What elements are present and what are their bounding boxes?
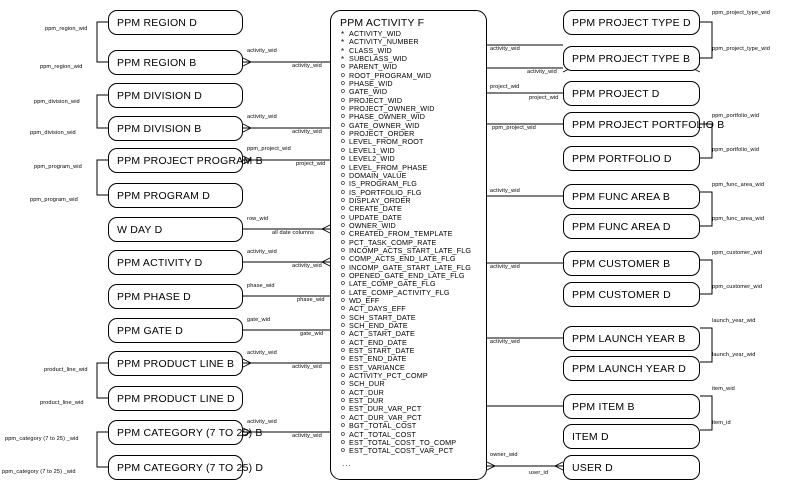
entity-w-day-d[interactable] [108,217,243,242]
column-name: EST_DUR [349,396,384,406]
primary-key-icon: * [341,46,345,56]
entity-label: PPM PROJECT PROGRAM B [117,154,263,167]
column-name: ROOT_PROGRAM_WID [349,70,432,80]
attribute-icon: o [341,230,346,238]
attribute-icon: o [341,121,346,129]
entity-ppm-division-b[interactable] [108,116,243,141]
attribute-icon: o [341,388,346,396]
entity-label: PPM CATEGORY (7 TO 25) D [117,461,264,474]
column-name: PROJECT_WID [349,95,403,105]
attribute-icon: o [341,213,346,221]
column-name: OWNER_WID [349,220,396,230]
column-name: WD_EFF [349,296,380,305]
column-name: PHASE_OWNER_WID [349,112,426,122]
edge-label-ppm-project-type-wid-2: ppm_project_type_wid [712,46,770,52]
more-columns-indicator: ... [342,458,352,468]
edge-label-ppm-customer-wid-1: ppm_customer_wid [712,250,763,256]
attribute-icon: o [341,271,346,279]
attribute-icon: o [341,221,346,229]
edge-label-item-id: item_id [712,420,731,426]
edge-label-phase-wid-l2: phase_wid [297,297,325,303]
column-name: ACT_START_DATE [349,329,415,339]
edge-label-product-line-wid-2: product_line_wid [40,400,84,406]
column-name: EST_DUR_VAR_PCT [349,404,422,414]
edge-label-activity-wid-r3: activity_wid [490,188,520,194]
edge-label-phase-wid-l1: phase_wid [247,283,275,289]
column-name: OPENED_GATE_END_LATE_FLG [349,270,465,280]
column-name: GATE_OWNER_WID [349,120,420,130]
entity-label: USER D [572,461,613,474]
edge-label-ppm-project-type-wid-1: ppm_project_type_wid [712,10,770,16]
edge-label-project-wid-r2: project_wid [529,95,559,101]
entity-ppm-category-b[interactable] [108,420,263,445]
entity-ppm-program-d[interactable] [108,183,243,208]
edge-label-ppm-func-area-wid-2: ppm_func_area_wid [712,216,765,222]
attribute-icon: o [341,297,346,304]
column-name: ACT_END_DATE [349,337,407,347]
attribute-icon: o [341,372,346,380]
attribute-icon: o [341,313,346,321]
edge-label-activity-wid-l6: activity_wid [292,263,322,269]
attribute-icon: o [341,263,346,271]
edge-label-activity-wid-l10: activity_wid [292,433,322,439]
column-name: INCOMP_GATE_START_LATE_FLG [349,262,471,272]
edge-label-ppm-category-wid-2: ppm_category (7 to 25) _wid [2,469,76,475]
column-name: LEVEL_FROM_PHASE [349,162,428,172]
attribute-icon: o [341,205,346,213]
entity-ppm-project-type-b[interactable] [563,46,700,71]
edge-label-item-wid: item_wid [712,386,735,392]
entity-label: PPM DIVISION B [117,122,202,135]
column-name: SCH_DUR [349,379,385,389]
edge-label-activity-wid-l1: activity_wid [247,48,277,54]
attribute-icon: o [341,338,346,346]
entity-ppm-func-area-d[interactable] [563,214,700,239]
entity-ppm-region-b[interactable] [108,50,243,75]
edge-label-ppm-region-wid-2: ppm_region_wid [40,64,83,70]
entity-ppm-gate-d[interactable] [108,318,243,343]
column-name: IS_PORTFOLIO_FLG [349,187,422,197]
edge-label-activity-wid-l4: activity_wid [292,129,322,135]
edge-label-ppm-project-wid-r: ppm_project_wid [492,125,536,131]
column-name: ACT_DUR_VAR_PCT [349,412,422,422]
edge-label-activity-wid-l2: activity_wid [292,63,322,69]
edge-label-project-wid-l: project_wid [296,161,326,167]
column-name: PCT_TASK_COMP_RATE [349,237,437,247]
entity-ppm-project-type-d[interactable] [563,10,700,35]
attribute-icon: o [341,105,346,113]
edge-label-activity-wid-l8: activity_wid [292,364,322,370]
entity-ppm-product-line-b[interactable] [108,351,243,376]
entity-ppm-activity-f[interactable] [330,10,487,480]
entity-label: PPM PORTFOLIO D [572,152,672,165]
column-name: EST_END_DATE [349,354,407,364]
attribute-icon: o [341,447,346,455]
entity-label: PPM DIVISION D [117,89,203,102]
entity-label: PPM PRODUCT LINE B [117,357,235,370]
column-name: CREATED_FROM_TEMPLATE [349,229,453,239]
attribute-icon: o [341,363,346,371]
attribute-icon: o [341,380,346,388]
entity-label: PPM PHASE D [117,290,191,303]
entity-ppm-activity-d[interactable] [108,250,243,275]
entity-label: PPM PRODUCT LINE D [117,392,235,405]
entity-ppm-category-d[interactable] [108,455,264,480]
edge-label-ppm-category-wid-1: ppm_category (7 to 25) _wid [5,436,79,442]
attribute-icon: o [341,280,346,288]
column-name: SCH_END_DATE [349,321,408,331]
attribute-icon: o [341,413,346,421]
entity-ppm-phase-d[interactable] [108,284,243,309]
entity-ppm-customer-b[interactable] [563,251,700,276]
edge-label-owner-wid-r: owner_wid [490,452,518,458]
attribute-icon: o [341,188,346,196]
entity-item-d[interactable] [563,424,700,449]
column-name: ACT_TOTAL_COST [349,429,416,439]
edge-label-activity-wid-l3: activity_wid [247,114,277,120]
column-name: LEVEL1_WID [349,145,395,155]
attribute-icon: o [341,397,346,405]
column-name: ACTIVITY_WID [349,29,402,38]
column-name: PHASE_WID [349,79,393,89]
edge-label-activity-wid-r1: activity_wid [490,46,520,52]
attribute-icon: o [341,130,346,138]
edge-label-project-wid-r1: project_wid [490,84,520,90]
edge-label-all-date-columns: all date columns [272,230,315,236]
entity-label: PPM PROJECT PORTFOLIO B [572,118,725,131]
column-name: SUBCLASS_WID [349,54,408,64]
edge-label-launch-year-wid-1: launch_year_wid [712,318,756,324]
entity-ppm-launch-year-b[interactable] [563,326,700,351]
attribute-icon: o [341,422,346,430]
entity-ppm-item-b[interactable] [563,394,700,419]
edge-label-ppm-portfolio-wid-2: ppm_portfolio_wid [712,147,760,153]
column-name: ACTIVITY_NUMBER [349,37,419,47]
entity-label: PPM PROJECT D [572,87,660,100]
column-name: ACT_DAYS_EFF [349,304,406,314]
entity-label: PPM REGION B [117,56,197,69]
column-name: DISPLAY_ORDER [349,195,411,205]
attribute-icon: o [341,163,346,171]
entity-ppm-portfolio-d[interactable] [563,146,700,171]
attribute-icon: o [341,238,346,246]
attribute-icon: o [341,113,346,121]
edge-label-row-wid-l: row_wid [247,216,269,222]
edge-label-launch-year-wid-2: launch_year_wid [712,352,756,358]
attribute-icon: o [341,438,346,446]
primary-key-icon: * [341,55,345,65]
entity-label: PPM REGION D [117,16,197,29]
attribute-icon: o [341,171,346,179]
entity-ppm-customer-d[interactable] [563,282,700,307]
column-name: EST_TOTAL_COST_VAR_PCT [349,446,454,456]
attribute-icon: o [341,155,346,163]
edge-label-activity-wid-l7: activity_wid [247,350,277,356]
edge-label-activity-wid-r5: activity_wid [490,339,520,345]
entity-ppm-launch-year-d[interactable] [563,356,700,381]
column-name: LEVEL2_WID [349,154,395,164]
edge-label-user-id-r: user_id [529,470,549,476]
attribute-icon: o [341,430,346,438]
attribute-icon: o [341,347,346,355]
column-list [339,30,480,456]
edge-label-activity-wid-r4: activity_wid [490,264,520,270]
attribute-icon: o [341,180,346,188]
entity-label: PPM LAUNCH YEAR D [572,362,687,375]
entity-label: PPM ITEM B [572,400,635,413]
entity-ppm-project-program-b[interactable] [108,148,263,173]
attribute-icon: o [341,322,346,330]
entity-ppm-product-line-d[interactable] [108,386,243,411]
entity-label: PPM FUNC AREA D [572,220,671,233]
entity-ppm-project-d[interactable] [563,81,700,106]
attribute-icon: o [341,305,346,313]
column-name: LATE_COMP_ACTIVITY_FLG [349,287,450,297]
entity-label: PPM ACTIVITY D [117,256,203,269]
edge-label-gate-wid-l2: gate_wid [300,331,324,337]
entity-label: PPM LAUNCH YEAR B [572,332,686,345]
entity-ppm-division-d[interactable] [108,83,243,108]
edge-label-ppm-customer-wid-2: ppm_customer_wid [712,284,763,290]
edge-label-ppm-project-wid-l: ppm_project_wid [247,146,291,152]
column-row [339,447,480,455]
column-name: SCH_START_DATE [349,312,416,322]
entity-label: PPM PROJECT TYPE D [572,16,691,29]
column-name: CREATE_DATE [349,204,402,214]
edge-label-activity-wid-l5: activity_wid [247,249,277,255]
column-name: EST_TOTAL_COST_TO_COMP [349,437,457,447]
entity-label: PPM PROJECT TYPE B [572,52,691,65]
column-name: CLASS_WID [349,45,392,55]
attribute-icon: o [341,96,346,104]
entity-label: PPM CUSTOMER D [572,288,671,301]
edge-label-ppm-region-wid-1: ppm_region_wid [45,26,88,32]
entity-ppm-func-area-b[interactable] [563,184,700,209]
column-name: INCOMP_ACTS_START_LATE_FLG [349,245,472,255]
column-name: GATE_WID [349,87,388,97]
entity-ppm-region-d[interactable] [108,10,243,35]
entity-label: PPM CUSTOMER B [572,257,671,270]
edge-label-ppm-program-wid-1: ppm_program_wid [34,164,82,170]
entity-label: ITEM D [572,430,609,443]
column-name: PARENT_WID [349,62,398,72]
column-name: EST_START_DATE [349,346,415,356]
entity-label: PPM FUNC AREA B [572,190,671,203]
attribute-icon: o [341,80,346,88]
attribute-icon: o [341,288,346,296]
column-name: PROJECT_OWNER_WID [349,104,435,114]
attribute-icon: o [341,63,346,71]
column-name: ACT_DUR [349,387,384,397]
attribute-icon: o [341,71,346,79]
column-name: IS_PROGRAM_FLG [349,179,418,189]
edge-label-ppm-func-area-wid-1: ppm_func_area_wid [712,182,765,188]
entity-label: PPM CATEGORY (7 TO 25) B [117,426,263,439]
attribute-icon: o [341,405,346,413]
edge-label-ppm-division-wid-2: ppm_division_wid [30,130,76,136]
edge-label-ppm-portfolio-wid-1: ppm_portfolio_wid [712,113,760,119]
edge-label-ppm-program-wid-2: ppm_program_wid [30,197,78,203]
entity-label: PPM PROGRAM D [117,189,211,202]
attribute-icon: o [341,138,346,146]
edge-label-gate-wid-l1: gate_wid [247,317,271,323]
edge-label-activity-wid-l9: activity_wid [247,419,277,425]
column-name: ACTIVITY_PCT_COMP [349,371,428,381]
column-name: BGT_TOTAL_COST [349,421,417,431]
column-name: COMP_ACTS_END_LATE_FLG [349,254,456,264]
attribute-icon: o [341,255,346,263]
entity-label: PPM GATE D [117,324,183,337]
column-name: PROJECT_ORDER [349,129,415,139]
attribute-icon: o [341,355,346,363]
column-name: EST_VARIANCE [349,362,405,372]
entity-ppm-project-portfolio-b[interactable] [563,112,725,137]
column-name: LEVEL_FROM_ROOT [349,137,424,147]
edge-label-ppm-division-wid-1: ppm_division_wid [34,99,80,105]
primary-key-icon: * [341,30,345,39]
column-name: DOMAIN_VALUE [349,170,407,180]
edge-label-product-line-wid-1: product_line_wid [44,367,88,373]
column-name: UPDATE_DATE [349,212,402,222]
primary-key-icon: * [341,38,345,48]
entity-label: W DAY D [117,223,163,236]
entity-user-d[interactable] [563,455,700,480]
attribute-icon: o [341,88,346,96]
entity-title: PPM ACTIVITY F [340,17,425,29]
attribute-icon: o [341,196,346,204]
attribute-icon: o [341,146,346,154]
column-name: LATE_COMP_GATE_FLG [349,279,436,289]
edge-label-activity-wid-r2: activity_wid [527,69,557,75]
attribute-icon: o [341,330,346,338]
attribute-icon: o [341,246,346,254]
